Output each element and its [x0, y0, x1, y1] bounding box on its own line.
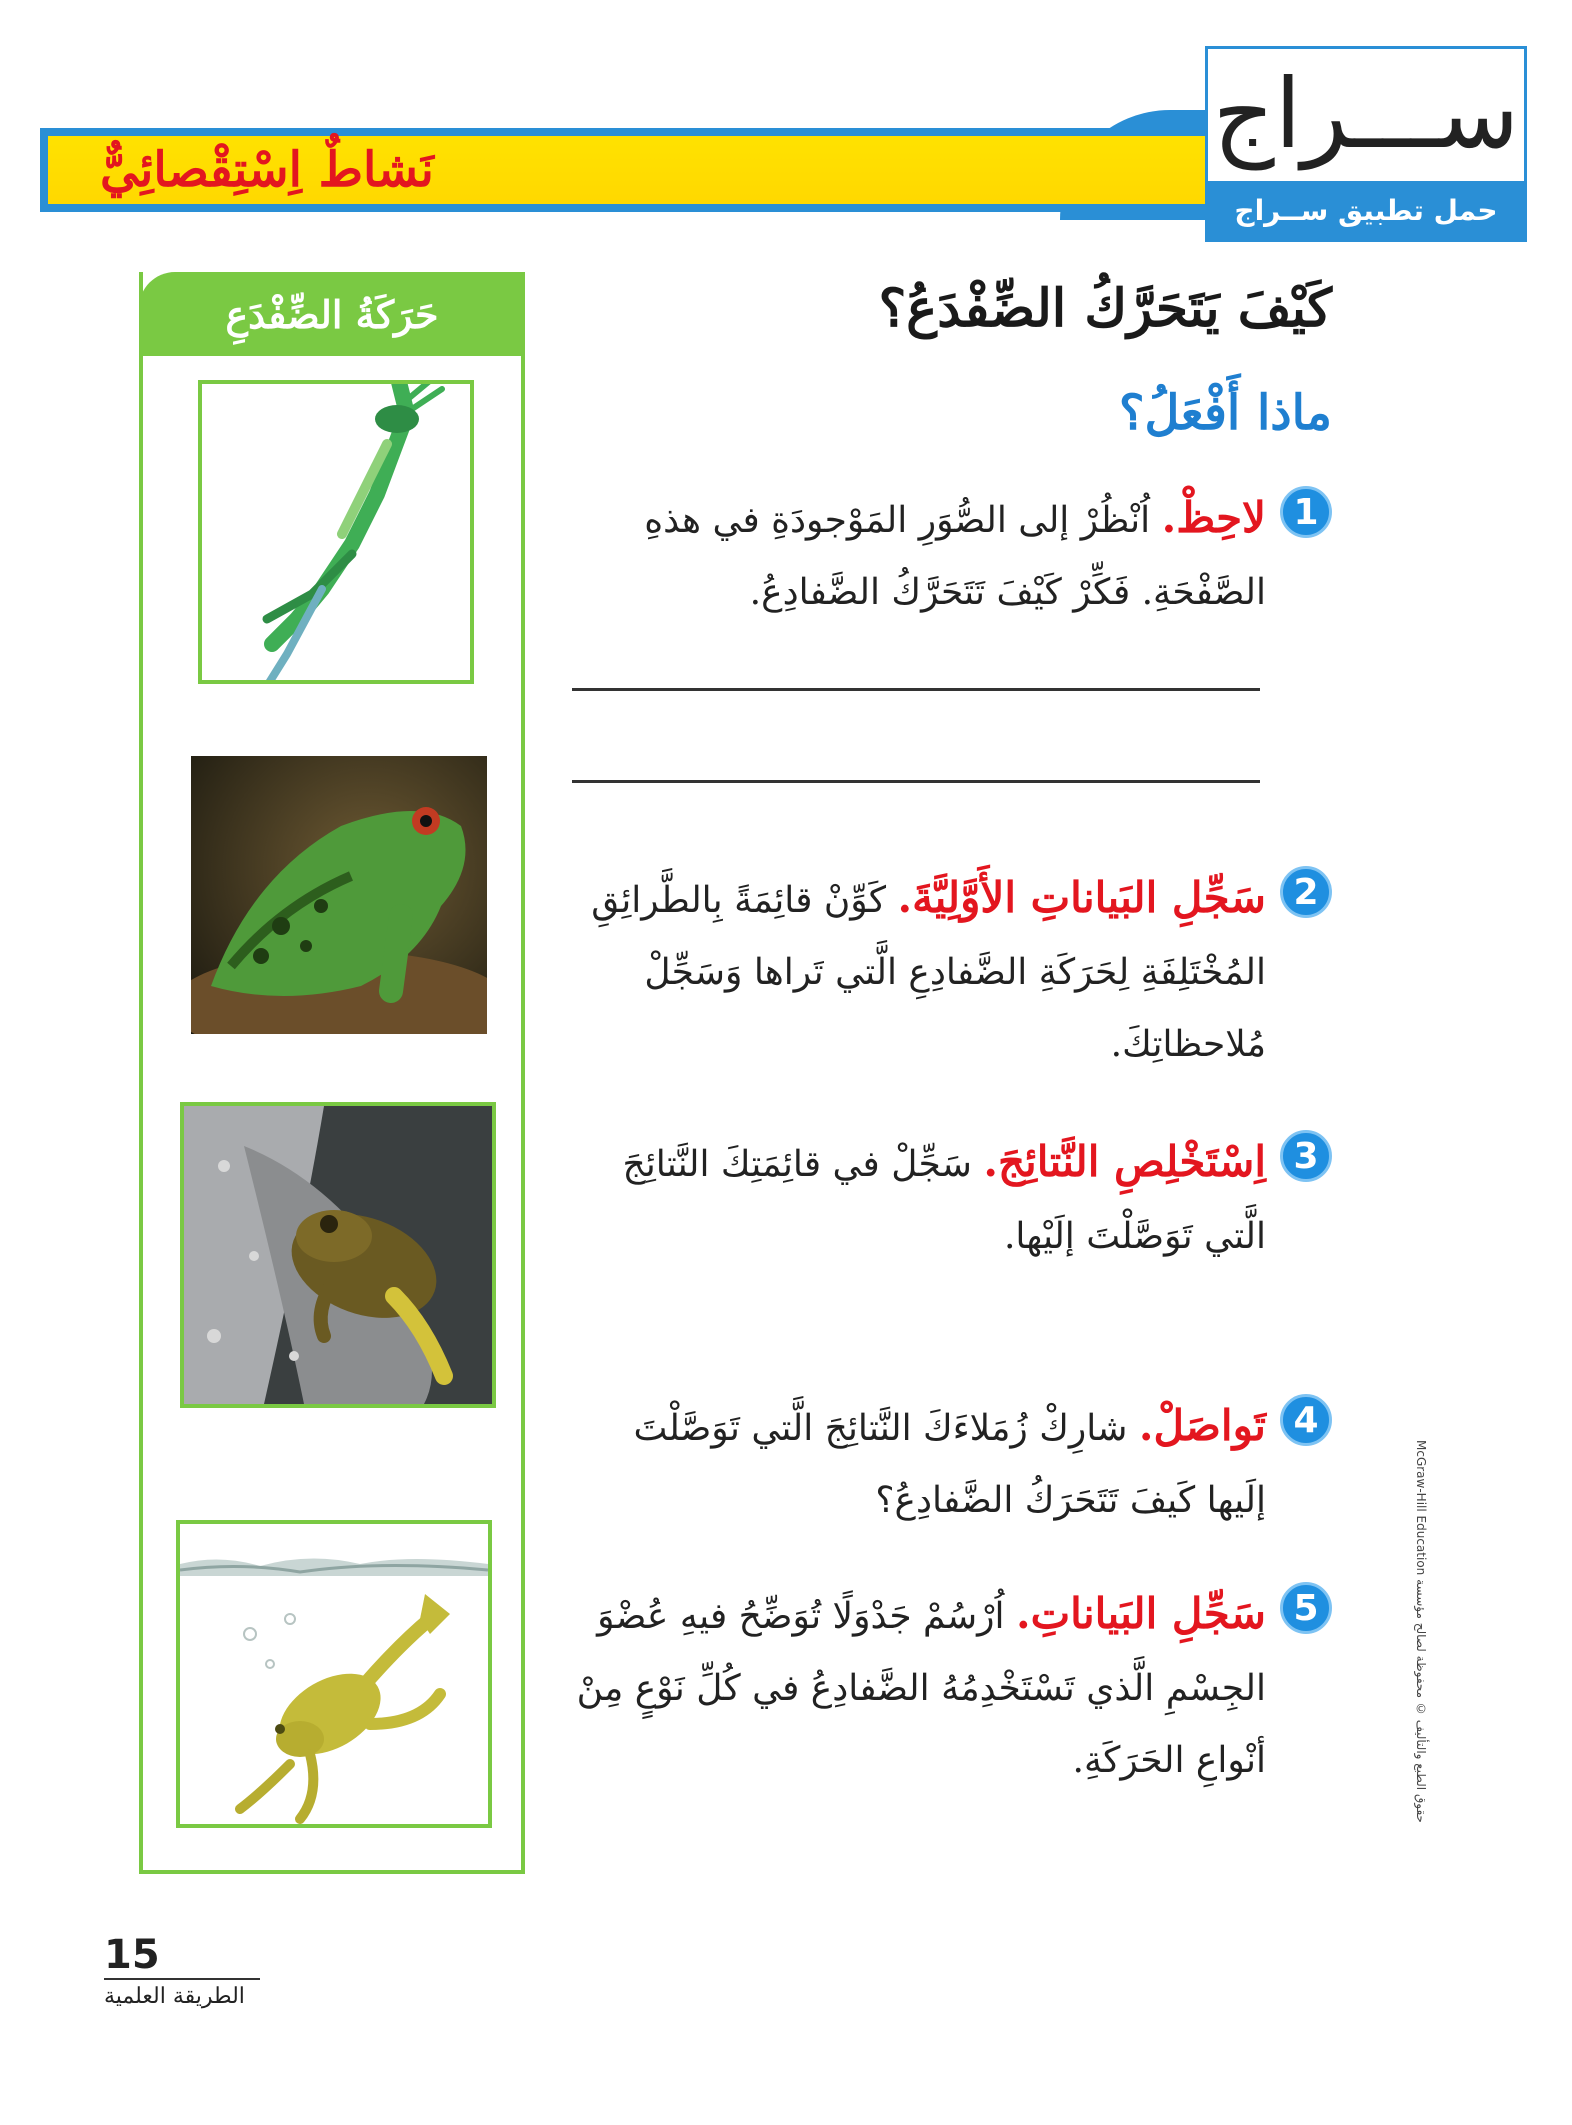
frog-on-rock-illustration: [184, 1106, 492, 1404]
activity-title: نَشاطٌ اِسْتِقْصائِيٌّ: [100, 142, 434, 198]
swimming-frog-photo: [176, 1520, 492, 1828]
step-number-badge: 5: [1280, 1582, 1332, 1634]
step-keyword: سَجِّلِ البَياناتِ الأَوَّلِيَّةَ.: [897, 873, 1266, 922]
step-text: [572, 482, 1266, 629]
step-text: [572, 1126, 1266, 1273]
step-text: [572, 1578, 1266, 1797]
answer-line-1[interactable]: [572, 688, 1260, 691]
logo-tagline: حمل تطبيق ســراج: [1208, 181, 1524, 239]
section-label: الطريقة العلمية: [104, 1984, 245, 2009]
question-title: كَيْفَ يَتَحَرَّكُ الضِّفْدَعُ؟: [878, 278, 1332, 339]
panel-title: حَرَكَةُ الضِّفْدَعِ: [139, 272, 525, 356]
step-1: [572, 482, 1332, 629]
swimming-frog-illustration: [180, 1524, 488, 1824]
step-2: [572, 862, 1332, 1081]
step-number-badge: 1: [1280, 486, 1332, 538]
sitting-frog-illustration: [191, 756, 487, 1034]
step-keyword: اِسْتَخْلِصِ النَّتائِجَ.: [983, 1137, 1266, 1186]
answer-line-2[interactable]: [572, 780, 1260, 783]
step-4: [572, 1390, 1332, 1537]
step-description: اُرْسُمْ جَدْوَلًا تُوَضِّحُ فيهِ عُضْوَ الجِسْمِ الَّذي تَسْتَخْدِمُهُ الضَّفادِعُ في كُلِّ نَوْعٍ مِنْ أنْواعِ الحَرَكَةِ.: [576, 1596, 1266, 1781]
step-text: [572, 1390, 1266, 1537]
sitting-frog-photo: [191, 756, 487, 1034]
step-keyword: سَجِّلِ البَياناتِ.: [1016, 1589, 1266, 1638]
frog-on-rock-photo: [180, 1102, 496, 1408]
step-description: اُنْظُرْ إلى الصُّوَرِ المَوْجودَةِ في هذهِ الصَّفْحَةِ. فَكِّرْ كَيْفَ تَتَحَرَّكُ الضَّفادِعُ.: [644, 500, 1266, 613]
step-number-badge: 4: [1280, 1394, 1332, 1446]
leaping-frog-illustration: [202, 384, 474, 684]
step-keyword: لاحِظْ.: [1161, 493, 1266, 542]
step-number-badge: 2: [1280, 866, 1332, 918]
what-to-do-title: ماذا أَفْعَلُ؟: [1118, 385, 1332, 441]
step-5: [572, 1578, 1332, 1797]
page-number: 15: [104, 1932, 160, 1978]
siraj-logo[interactable]: [1205, 46, 1527, 242]
step-text: [572, 862, 1266, 1081]
leaping-frog-photo: [198, 380, 474, 684]
footer-divider: [104, 1978, 260, 1980]
logo-text: ســـراج: [1212, 58, 1520, 170]
step-description: سَجِّلْ في قائِمَتِكَ النَّتائِجَ الَّتي تَوَصَّلْتَ إلَيْها.: [622, 1144, 1266, 1257]
step-keyword: تَواصَلْ.: [1138, 1401, 1266, 1450]
copyright-note: McGraw-Hill Education حقوق الطبع والتأليف © محفوظة لصالح مؤسسة: [1414, 1440, 1428, 1823]
step-number-badge: 3: [1280, 1130, 1332, 1182]
step-3: [572, 1126, 1332, 1273]
step-description: كَوِّنْ قائِمَةً بِالطَّرائِقِ المُخْتَلِفَةِ لِحَرَكَةِ الضَّفادِعِ الَّتي تَراها وَسَجِّلْ مُلاحظاتِكَ.: [591, 880, 1266, 1065]
step-description: شارِكْ زُمَلاءَكَ النَّتائِجَ الَّتي تَوَصَّلْتَ إلَيها كَيفَ تَتَحَرَكُ الضَّفادِعُ؟: [633, 1408, 1266, 1521]
